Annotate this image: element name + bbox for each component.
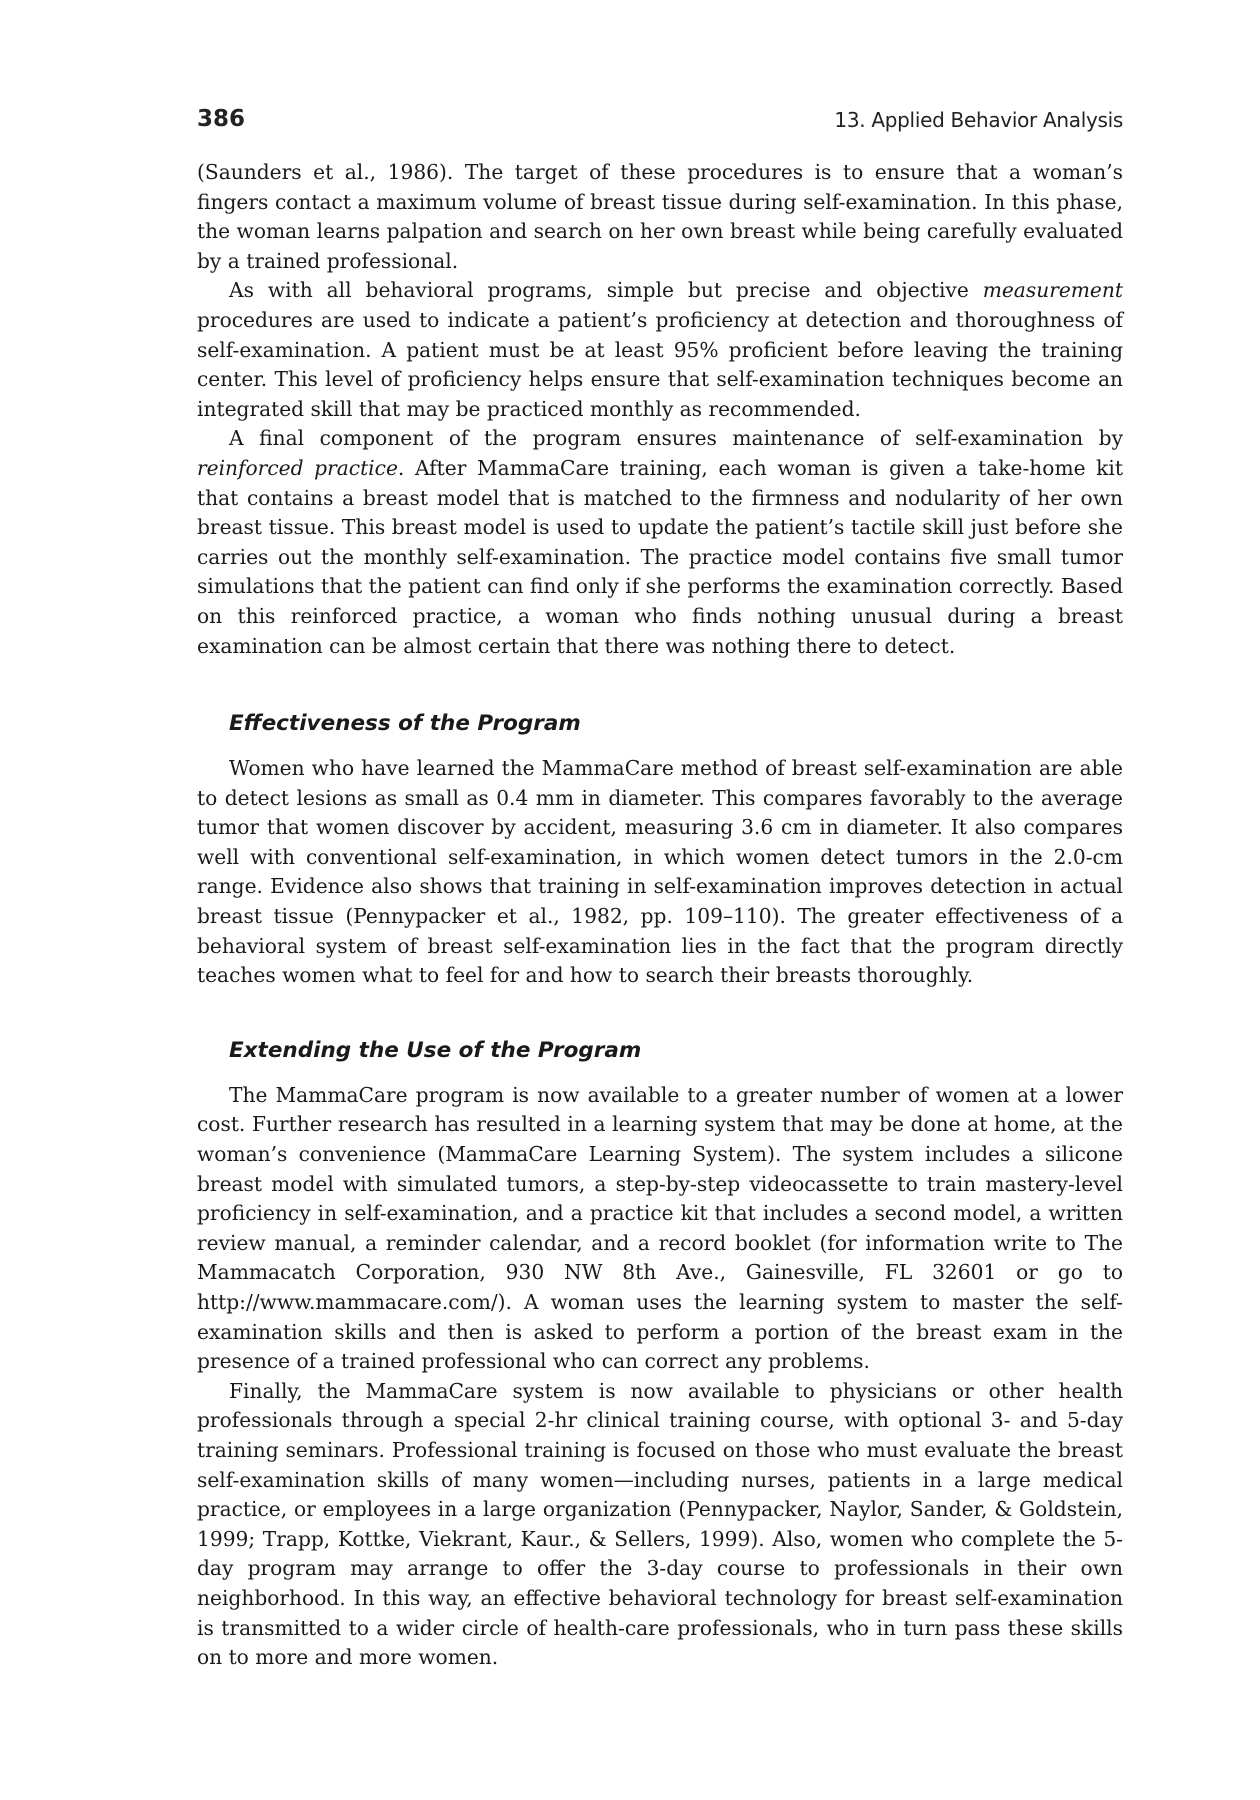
paragraph-learning-system: The MammaCare program is now available to a greater number of women at a lower cost. Further research has resulted in a learning system that may be done at home, at the woman’s convenience (MammaCare Learning System). The system includes a silicone breast model with simulated tumors, a step-by-step videocassette to train mastery-level proficiency in self-examination, and a practice kit that includes a second model, a written review manual, a reminder calendar, and a record booklet (for information write to The Mammacatch Corporation, 930 NW 8th Ave., Gainesville, FL 32601 or go to http://www.mammacare.com/). A woman uses the learning system to master the self-examination skills and then is asked to perform a portion of the breast exam in the presence of a trained professional who can correct any problems.: [197, 1082, 1123, 1374]
body-text: [197, 158, 1123, 1673]
paragraph-text: . After MammaCare training, each woman is given a take-home kit that contains a breast model that is matched to the firmness and nodularity of her own breast tissue. This breast model is used to update the patient’s tactile skill just before she carries out the monthly self-examination. The practice model contains five small tumor simulations that the patient can find only if she performs the examination correctly. Based on this reinforced practice, a woman who finds nothing unusual during a breast examination can be almost certain that there was nothing there to detect.: [197, 455, 1123, 658]
section-heading-effectiveness: Effectiveness of the Program: [229, 711, 581, 737]
paragraph-reinforced-practice: [197, 424, 1123, 661]
emphasis-measurement: measurement: [982, 278, 1123, 303]
paragraph-continuation: (Saunders et al., 1986). The target of these procedures is to ensure that a woman’s fingers contact a maximum volume of breast tissue during self-examination. In this phase, the woman learns palpation and search on her own breast while being carefully evaluated by a trained professional.: [197, 160, 1123, 273]
emphasis-reinforced-practice: reinforced practice: [197, 455, 398, 480]
paragraph-text: procedures are used to indicate a patient’s proficiency at detection and thoroughness of self-examination. A patient must be at least 95% proficient before leaving the training center. This level of proficiency helps ensure that self-examination techniques become an integrated skill that may be practiced monthly as recommended.: [197, 307, 1123, 421]
paragraph-effectiveness: Women who have learned the MammaCare method of breast self-examination are able to detect lesions as small as 0.4 mm in diameter. This compares favorably to the average tumor that women discover by accident, measuring 3.6 cm in diameter. It also compares well with conventional self-examination, in which women detect tumors in the 2.0-cm range. Evidence also shows that training in self-examination improves detection in actual breast tissue (Pennypacker et al., 1982, pp. 109–110). The greater effectiveness of a behavioral system of breast self-examination lies in the fact that the program directly teaches women what to feel for and how to search their breasts thoroughly.: [197, 756, 1123, 988]
paragraph-professional-training: Finally, the MammaCare system is now available to physicians or other health professionals through a special 2-hr clinical training course, with optional 3- and 5-day training seminars. Professional training is focused on those who must evaluate the breast self-examination skills of many women—including nurses, patients in a large medical practice, or employees in a large organization (Pennypacker, Naylor, Sander, & Goldstein, 1999; Trapp, Kottke, Viekrant, Kaur., & Sellers, 1999). Also, women who complete the 5-day program may arrange to offer the 3-day course to professionals in their own neighborhood. In this way, an effective behavioral technology for breast self-examination is transmitted to a wider circle of health-care professionals, who in turn pass these skills on to more and more women.: [197, 1378, 1123, 1670]
paragraph-measurement: [197, 276, 1123, 424]
section-heading-extending: Extending the Use of the Program: [229, 1037, 642, 1063]
running-header: [197, 106, 1123, 140]
paragraph-text: As with all behavioral programs, simple but precise and objective: [229, 278, 983, 303]
paragraph-text: A final component of the program ensures maintenance of self-examination by: [229, 426, 1123, 451]
page-number: 386: [197, 106, 246, 132]
chapter-title: 13. Applied Behavior Analysis: [834, 108, 1123, 132]
